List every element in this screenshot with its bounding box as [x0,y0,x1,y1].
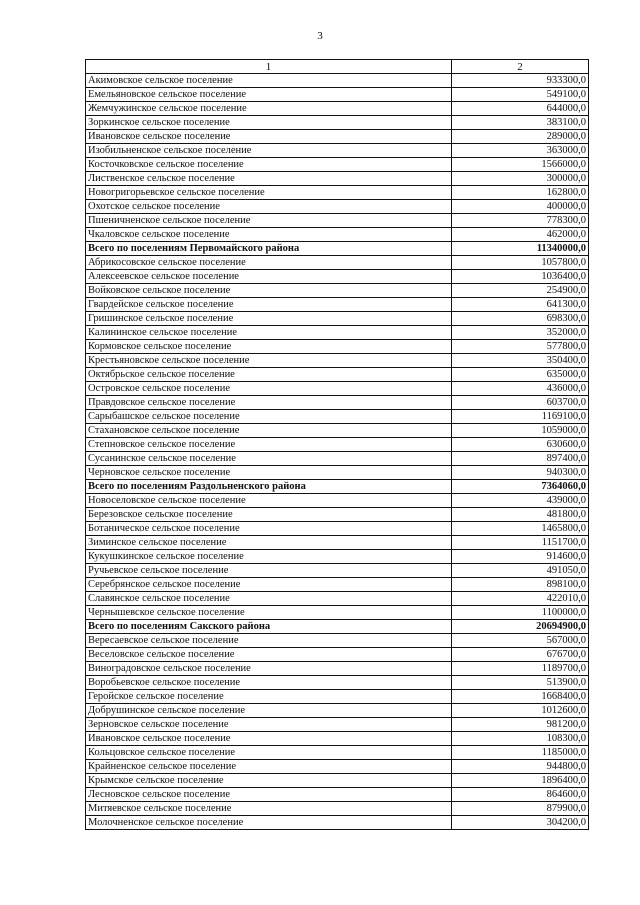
amount-value: 567000,0 [452,634,589,648]
settlement-name: Сусанинское сельское поселение [86,452,452,466]
amount-value: 1465800,0 [452,522,589,536]
table-row [86,424,589,438]
settlement-name: Стахановское сельское поселение [86,424,452,438]
settlement-name: Крымское сельское поселение [86,774,452,788]
table-row [86,284,589,298]
total-row [86,480,589,494]
table-row [86,88,589,102]
table-row [86,270,589,284]
settlement-name: Правдовское сельское поселение [86,396,452,410]
settlement-name: Геройское сельское поселение [86,690,452,704]
amount-value: 1185000,0 [452,746,589,760]
amount-value: 1896400,0 [452,774,589,788]
settlements-table [85,59,589,830]
table-row [86,144,589,158]
amount-value: 644000,0 [452,102,589,116]
table-row [86,746,589,760]
page-number: 3 [317,30,323,42]
amount-value: 1566000,0 [452,158,589,172]
settlement-name: Виноградовское сельское поселение [86,662,452,676]
table-row [86,550,589,564]
settlement-name: Чернышевское сельское поселение [86,606,452,620]
table-row [86,802,589,816]
settlement-name: Лесновское сельское поселение [86,788,452,802]
amount-value: 1036400,0 [452,270,589,284]
settlement-name: Ручьевское сельское поселение [86,564,452,578]
table-row [86,676,589,690]
table-row [86,452,589,466]
amount-value: 630600,0 [452,438,589,452]
amount-value: 481800,0 [452,508,589,522]
settlement-name: Березовское сельское поселение [86,508,452,522]
amount-value: 422010,0 [452,592,589,606]
table-row [86,606,589,620]
amount-value: 914600,0 [452,550,589,564]
table-row [86,256,589,270]
amount-value: 254900,0 [452,284,589,298]
amount-value: 11340000,0 [452,242,589,256]
amount-value: 940300,0 [452,466,589,480]
settlement-name: Зиминское сельское поселение [86,536,452,550]
settlement-name: Островское сельское поселение [86,382,452,396]
amount-value: 1059000,0 [452,424,589,438]
amount-value: 641300,0 [452,298,589,312]
amount-value: 352000,0 [452,326,589,340]
amount-value: 383100,0 [452,116,589,130]
amount-value: 1012600,0 [452,704,589,718]
table-row [86,298,589,312]
amount-value: 513900,0 [452,676,589,690]
settlement-name: Кормовское сельское поселение [86,340,452,354]
amount-value: 363000,0 [452,144,589,158]
table-row [86,508,589,522]
table-row [86,466,589,480]
settlement-name: Всего по поселениям Первомайского района [86,242,452,256]
table-row [86,312,589,326]
amount-value: 1169100,0 [452,410,589,424]
table-row [86,704,589,718]
settlement-name: Охотское сельское поселение [86,200,452,214]
table-row [86,158,589,172]
settlement-name: Веселовское сельское поселение [86,648,452,662]
table-row [86,186,589,200]
amount-value: 879900,0 [452,802,589,816]
table-row [86,354,589,368]
total-row [86,242,589,256]
table-row [86,214,589,228]
amount-value: 603700,0 [452,396,589,410]
amount-value: 436000,0 [452,382,589,396]
settlement-name: Кольцовское сельское поселение [86,746,452,760]
column-header-2: 2 [452,60,589,74]
amount-value: 439000,0 [452,494,589,508]
table-row [86,368,589,382]
settlement-name: Лиственское сельское поселение [86,172,452,186]
table-row [86,522,589,536]
table-row [86,718,589,732]
settlement-name: Сарыбашское сельское поселение [86,410,452,424]
table-row [86,788,589,802]
table-row [86,326,589,340]
amount-value: 933300,0 [452,74,589,88]
table-row [86,396,589,410]
amount-value: 289000,0 [452,130,589,144]
settlement-name: Всего по поселениям Раздольненского района [86,480,452,494]
settlement-name: Крайненское сельское поселение [86,760,452,774]
table-row [86,382,589,396]
amount-value: 778300,0 [452,214,589,228]
amount-value: 108300,0 [452,732,589,746]
settlement-name: Новоселовское сельское поселение [86,494,452,508]
table-row [86,690,589,704]
amount-value: 549100,0 [452,88,589,102]
settlement-name: Косточковское сельское поселение [86,158,452,172]
settlement-name: Ботаническое сельское поселение [86,522,452,536]
settlement-name: Зерновское сельское поселение [86,718,452,732]
amount-value: 1668400,0 [452,690,589,704]
settlement-name: Вересаевское сельское поселение [86,634,452,648]
amount-value: 1151700,0 [452,536,589,550]
table-row [86,438,589,452]
amount-value: 462000,0 [452,228,589,242]
settlement-name: Чкаловское сельское поселение [86,228,452,242]
table-row [86,816,589,830]
settlement-name: Ивановское сельское поселение [86,732,452,746]
settlement-name: Гришинское сельское поселение [86,312,452,326]
table-row [86,102,589,116]
table-row [86,74,589,88]
amount-value: 898100,0 [452,578,589,592]
table-row [86,172,589,186]
table-row [86,116,589,130]
table-row [86,760,589,774]
table-row [86,564,589,578]
settlement-name: Калининское сельское поселение [86,326,452,340]
table-row [86,536,589,550]
table-row [86,340,589,354]
table-row [86,410,589,424]
settlement-name: Абрикосовское сельское поселение [86,256,452,270]
table-row [86,200,589,214]
table-row [86,648,589,662]
table-row [86,228,589,242]
settlement-name: Жемчужинское сельское поселение [86,102,452,116]
table-row [86,774,589,788]
settlement-name: Черновское сельское поселение [86,466,452,480]
settlement-name: Степновское сельское поселение [86,438,452,452]
amount-value: 676700,0 [452,648,589,662]
settlement-name: Емельяновское сельское поселение [86,88,452,102]
table-row [86,592,589,606]
column-header-1: 1 [86,60,452,74]
settlement-name: Пшеничненское сельское поселение [86,214,452,228]
amount-value: 698300,0 [452,312,589,326]
settlement-name: Серебрянское сельское поселение [86,578,452,592]
amount-value: 864600,0 [452,788,589,802]
amount-value: 577800,0 [452,340,589,354]
table-row [86,130,589,144]
amount-value: 1100000,0 [452,606,589,620]
amount-value: 162800,0 [452,186,589,200]
table-row [86,494,589,508]
amount-value: 7364060,0 [452,480,589,494]
table-row [86,578,589,592]
amount-value: 491050,0 [452,564,589,578]
settlement-name: Воробьевское сельское поселение [86,676,452,690]
settlement-name: Новогригорьевское сельское поселение [86,186,452,200]
settlement-name: Войковское сельское поселение [86,284,452,298]
amount-value: 350400,0 [452,354,589,368]
amount-value: 304200,0 [452,816,589,830]
settlement-name: Добрушинское сельское поселение [86,704,452,718]
amount-value: 1057800,0 [452,256,589,270]
amount-value: 400000,0 [452,200,589,214]
table-row [86,634,589,648]
amount-value: 20694900,0 [452,620,589,634]
settlement-name: Славянское сельское поселение [86,592,452,606]
settlement-name: Зоркинское сельское поселение [86,116,452,130]
table-body [86,74,589,830]
amount-value: 944800,0 [452,760,589,774]
settlement-name: Ивановское сельское поселение [86,130,452,144]
settlement-name: Митяевское сельское поселение [86,802,452,816]
settlement-name: Кукушкинское сельское поселение [86,550,452,564]
settlement-name: Гвардейское сельское поселение [86,298,452,312]
amount-value: 635000,0 [452,368,589,382]
settlement-name: Молочненское сельское поселение [86,816,452,830]
table-row [86,732,589,746]
amount-value: 1189700,0 [452,662,589,676]
amount-value: 981200,0 [452,718,589,732]
settlement-name: Всего по поселениям Сакского района [86,620,452,634]
settlement-name: Акимовское сельское поселение [86,74,452,88]
settlement-name: Крестьяновское сельское поселение [86,354,452,368]
amount-value: 897400,0 [452,452,589,466]
table-row [86,662,589,676]
settlement-name: Изобильненское сельское поселение [86,144,452,158]
settlement-name: Октябрьское сельское поселение [86,368,452,382]
amount-value: 300000,0 [452,172,589,186]
settlement-name: Алексеевское сельское поселение [86,270,452,284]
total-row [86,620,589,634]
table-header-row [86,60,589,74]
